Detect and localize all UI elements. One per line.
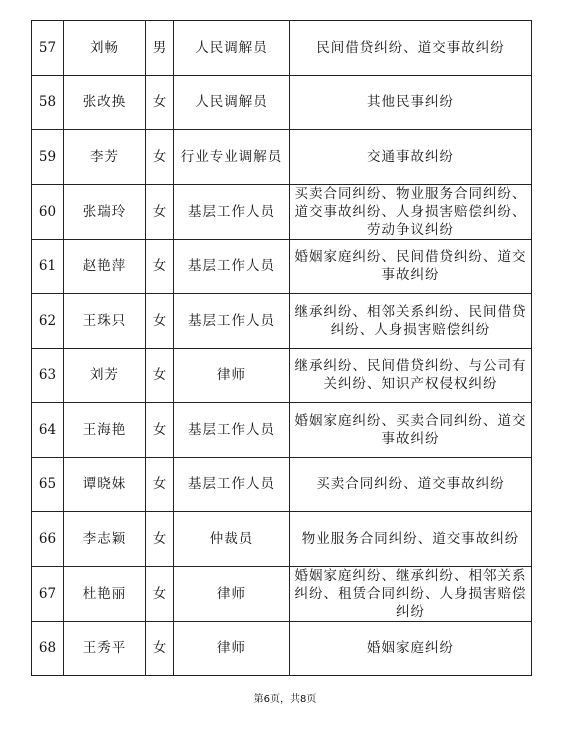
- role: 基层工作人员: [174, 457, 290, 512]
- person-name: 张改换: [64, 75, 146, 130]
- person-name: 张瑞玲: [64, 184, 146, 239]
- table-row: [32, 512, 532, 567]
- row-number: 64: [32, 403, 64, 458]
- row-number: 68: [32, 621, 64, 676]
- gender: 女: [146, 184, 174, 239]
- role: 基层工作人员: [174, 184, 290, 239]
- table-row: [32, 348, 532, 403]
- table-row: [32, 566, 532, 621]
- role: 基层工作人员: [174, 403, 290, 458]
- gender: 女: [146, 239, 174, 294]
- row-number: 62: [32, 294, 64, 349]
- dispute-scope: 婚姻家庭纠纷: [290, 621, 532, 676]
- row-number: 59: [32, 130, 64, 185]
- gender: 女: [146, 130, 174, 185]
- gender: 女: [146, 348, 174, 403]
- gender: 女: [146, 512, 174, 567]
- table-body: [32, 21, 532, 676]
- table-row: [32, 130, 532, 185]
- table-row: [32, 75, 532, 130]
- person-name: 刘芳: [64, 348, 146, 403]
- gender: 女: [146, 566, 174, 621]
- dispute-scope: 物业服务合同纠纷、道交事故纠纷: [290, 512, 532, 567]
- gender: 女: [146, 457, 174, 512]
- dispute-scope: 买卖合同纠纷、物业服务合同纠纷、道交事故纠纷、人身损害赔偿纠纷、劳动争议纠纷: [290, 184, 532, 239]
- person-name: 王秀平: [64, 621, 146, 676]
- row-number: 66: [32, 512, 64, 567]
- role: 人民调解员: [174, 21, 290, 76]
- table-row: [32, 403, 532, 458]
- person-name: 刘畅: [64, 21, 146, 76]
- gender: 女: [146, 621, 174, 676]
- dispute-scope: 继承纠纷、民间借贷纠纷、与公司有关纠纷、知识产权侵权纠纷: [290, 348, 532, 403]
- table-row: [32, 294, 532, 349]
- table-row: [32, 21, 532, 76]
- role: 基层工作人员: [174, 239, 290, 294]
- role: 律师: [174, 348, 290, 403]
- role: 行业专业调解员: [174, 130, 290, 185]
- dispute-scope: 继承纠纷、相邻关系纠纷、民间借贷纠纷、人身损害赔偿纠纷: [290, 294, 532, 349]
- role: 人民调解员: [174, 75, 290, 130]
- table-row: [32, 239, 532, 294]
- dispute-scope: 婚姻家庭纠纷、买卖合同纠纷、道交事故纠纷: [290, 403, 532, 458]
- mediator-table: [31, 20, 532, 676]
- row-number: 65: [32, 457, 64, 512]
- dispute-scope: 买卖合同纠纷、道交事故纠纷: [290, 457, 532, 512]
- role: 基层工作人员: [174, 294, 290, 349]
- table-row: [32, 184, 532, 239]
- dispute-scope: 婚姻家庭纠纷、民间借贷纠纷、道交事故纠纷: [290, 239, 532, 294]
- dispute-scope: 其他民事纠纷: [290, 75, 532, 130]
- row-number: 57: [32, 21, 64, 76]
- person-name: 杜艳丽: [64, 566, 146, 621]
- person-name: 赵艳萍: [64, 239, 146, 294]
- person-name: 李芳: [64, 130, 146, 185]
- page-number: 第6页，共8页: [253, 694, 317, 705]
- gender: 男: [146, 21, 174, 76]
- person-name: 谭晓妹: [64, 457, 146, 512]
- row-number: 63: [32, 348, 64, 403]
- gender: 女: [146, 75, 174, 130]
- row-number: 60: [32, 184, 64, 239]
- table-row: [32, 457, 532, 512]
- person-name: 王珠只: [64, 294, 146, 349]
- person-name: 李志颖: [64, 512, 146, 567]
- person-name: 王海艳: [64, 403, 146, 458]
- gender: 女: [146, 294, 174, 349]
- role: 律师: [174, 566, 290, 621]
- role: 仲裁员: [174, 512, 290, 567]
- dispute-scope: 交通事故纠纷: [290, 130, 532, 185]
- row-number: 58: [32, 75, 64, 130]
- dispute-scope: 婚姻家庭纠纷、继承纠纷、相邻关系纠纷、租赁合同纠纷、人身损害赔偿纠纷: [290, 566, 532, 621]
- gender: 女: [146, 403, 174, 458]
- row-number: 67: [32, 566, 64, 621]
- dispute-scope: 民间借贷纠纷、道交事故纠纷: [290, 21, 532, 76]
- role: 律师: [174, 621, 290, 676]
- table-row: [32, 621, 532, 676]
- row-number: 61: [32, 239, 64, 294]
